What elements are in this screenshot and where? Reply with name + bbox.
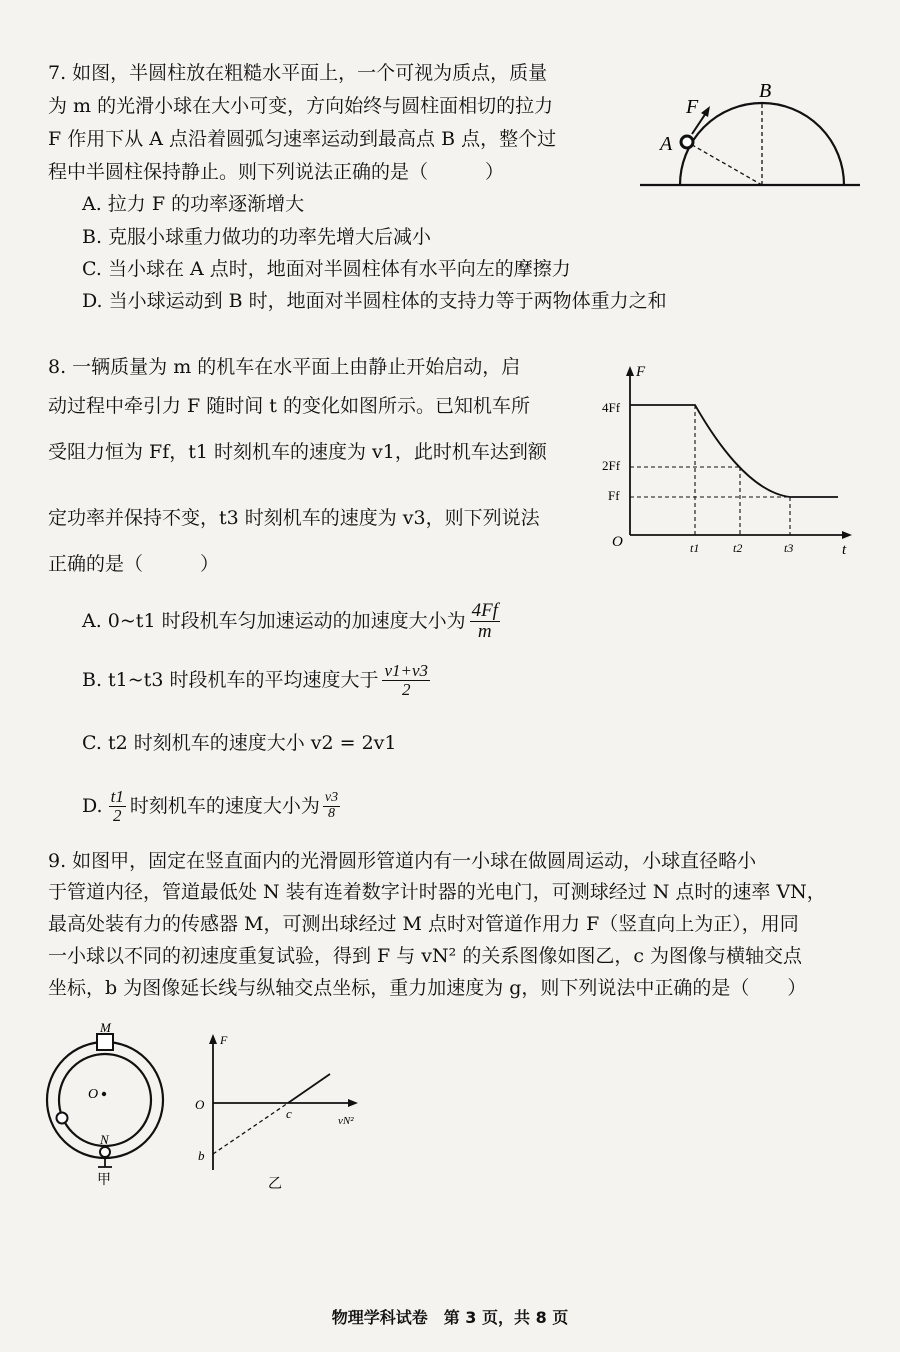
q8-option-d-fraction-speed	[323, 791, 340, 821]
tick-t2: t2	[733, 541, 743, 555]
f-vs-v2-line	[288, 1074, 330, 1103]
label-b: b	[198, 1148, 205, 1163]
fraction-denominator: 2	[401, 679, 411, 699]
ball-icon	[57, 1113, 68, 1124]
q7-line-1: 7. 如图，半圆柱放在粗糙水平面上，一个可视为质点，质量	[48, 62, 548, 84]
q8-option-a-text: A. 0~t1 时段机车匀加速运动的加速度大小为	[82, 610, 466, 633]
q8-line-3: 受阻力恒为 Ff，t1 时刻机车的速度为 v1，此时机车达到额	[48, 441, 547, 463]
q8-option-b-fraction	[382, 662, 430, 699]
q8-option-a-fraction	[470, 601, 500, 642]
fraction-numerator: 4Ff	[471, 600, 498, 621]
x-axis-arrow-icon	[842, 531, 852, 539]
q8-option-d	[82, 788, 340, 825]
tick-t1: t1	[690, 541, 700, 555]
label-f: F	[686, 96, 699, 118]
radius-to-a	[687, 142, 762, 185]
q7-option-c: C. 当小球在 A 点时，地面对半圆柱体有水平向左的摩擦力	[82, 258, 571, 280]
q8-line-1: 8. 一辆质量为 m 的机车在水平面上由静止开始启动，启	[48, 356, 521, 378]
fraction-denominator: 2	[113, 805, 122, 825]
extension-line	[213, 1103, 288, 1154]
label-n: N	[100, 1132, 109, 1147]
q7-option-d: D. 当小球运动到 B 时，地面对半圆柱体的支持力等于两物体重力之和	[82, 290, 667, 312]
label-m: M	[100, 1020, 111, 1035]
q9-figure-jia	[40, 1020, 180, 1190]
fraction-numerator: t1	[110, 787, 124, 806]
x-axis-arrow-icon	[348, 1099, 358, 1107]
q8-line-2: 动过程中牵引力 F 随时间 t 的变化如图所示。已知机车所	[48, 395, 530, 417]
label-a: A	[660, 133, 673, 155]
q7-line-2: 为 m 的光滑小球在大小可变，方向始终与圆柱面相切的拉力	[48, 95, 554, 117]
q9-line-3: 最高处装有力的传感器 M，可测出球经过 M 点时对管道作用力 F（竖直向上为正），用同	[48, 913, 799, 935]
x-axis-label: vN²	[338, 1115, 354, 1127]
q8-option-b-text: B. t1~t3 时段机车的平均速度大于	[82, 669, 379, 692]
label-c: c	[286, 1106, 292, 1121]
q8-line-4: 定功率并保持不变，t3 时刻机车的速度为 v3，则下列说法	[48, 507, 540, 529]
page-footer: 物理学科试卷 第 3 页，共 8 页	[331, 1308, 569, 1327]
label-o: O	[88, 1087, 99, 1102]
q7-semicylinder-figure	[630, 70, 870, 195]
y-axis-arrow-icon	[626, 366, 634, 376]
q8-option-a	[82, 601, 500, 642]
q8-option-b	[82, 662, 430, 699]
q8-option-d-text: 时刻机车的速度大小为	[129, 795, 320, 818]
y-axis-arrow-icon	[209, 1034, 217, 1044]
q8-option-c: C. t2 时刻机车的速度大小 v2 = 2v1	[82, 732, 397, 754]
caption-jia: 甲	[97, 1173, 111, 1188]
center-dot	[102, 1092, 106, 1096]
q8-force-time-graph	[600, 360, 860, 560]
y-axis-label: F	[636, 364, 646, 380]
q8-option-d-letter: D.	[82, 795, 109, 818]
ball-icon	[681, 136, 693, 148]
q9-line-5: 坐标，b 为图像延长线与纵轴交点坐标，重力加速度为 g，则下列说法中正确的是（ ）	[48, 977, 807, 999]
q8-line-5: 正确的是（ ）	[48, 553, 220, 575]
fraction-numerator: v1+v3	[384, 661, 429, 680]
y-axis-label: F	[220, 1033, 228, 1047]
force-curve	[630, 405, 838, 497]
fraction-denominator: m	[477, 620, 492, 642]
origin-label: O	[612, 534, 623, 550]
tick-2ff: 2Ff	[602, 458, 621, 473]
tick-4ff: 4Ff	[602, 400, 621, 415]
x-axis-label: t	[842, 542, 847, 558]
origin-label: O	[195, 1097, 205, 1112]
q7-option-b: B. 克服小球重力做功的功率先增大后减小	[82, 226, 432, 248]
q9-line-4: 一小球以不同的初速度重复试验，得到 F 与 vN² 的关系图像如图乙，c 为图像与横轴交点	[48, 945, 802, 967]
label-b: B	[759, 80, 772, 102]
tick-ff: Ff	[608, 488, 620, 503]
q7-line-4: 程中半圆柱保持静止。则下列说法正确的是（ ）	[48, 161, 505, 183]
q7-line-3: F 作用下从 A 点沿着圆弧匀速率运动到最高点 B 点，整个过	[48, 128, 557, 150]
tick-t3: t3	[784, 541, 794, 555]
photogate-n-icon	[100, 1147, 110, 1157]
force-arrowhead-icon	[701, 106, 710, 117]
fraction-numerator: v3	[324, 790, 339, 806]
sensor-m-icon	[97, 1034, 113, 1050]
fraction-denominator: 8	[328, 805, 335, 821]
caption-yi: 乙	[268, 1177, 282, 1192]
q9-figure-yi	[190, 1030, 370, 1195]
q7-option-a: A. 拉力 F 的功率逐渐增大	[82, 193, 305, 215]
q8-option-d-fraction-time	[109, 788, 126, 825]
q9-line-1: 9. 如图甲，固定在竖直面内的光滑圆形管道内有一小球在做圆周运动，小球直径略小	[48, 850, 757, 872]
q9-line-2: 于管道内径，管道最低处 N 装有连着数字计时器的光电门，可测球经过 N 点时的速率 VN，	[48, 881, 826, 903]
